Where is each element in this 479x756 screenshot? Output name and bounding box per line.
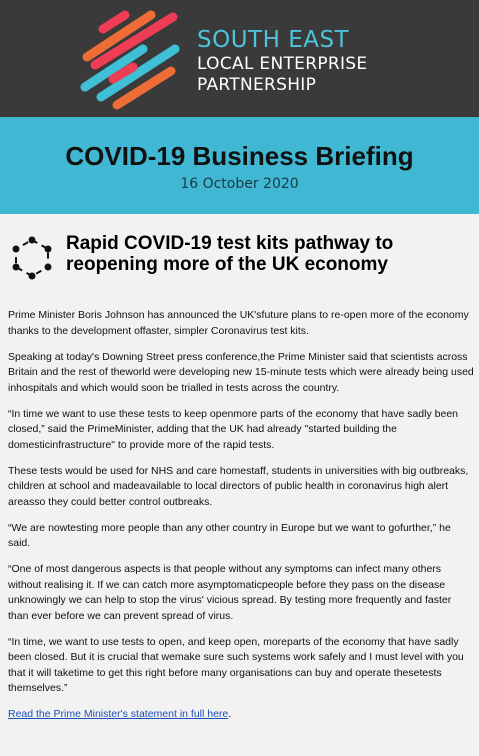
article-paragraph: “In time, we want to use tests to open, and keep open, moreparts of the economy that have sadly been closed. But it is crucial that wemake sure such systems work safely and I must level with you that it will taketime to get this right before many organisations can buy and operate thesetests themselves.” — [8, 635, 464, 694]
article-title: Rapid COVID-19 test kits pathway to reopening more of the UK economy — [66, 233, 394, 275]
article-paragraph: Prime Minister Boris Johnson has announced the UK'sfuture plans to re-open more of the economy thanks to the development offaster, simpler Coronavirus test kits. — [8, 309, 469, 337]
link-suffix: . — [228, 708, 232, 720]
hexagon-network-icon — [10, 236, 54, 280]
article-paragraph: These tests would be used for NHS and care homestaff, students in universities with big outbreaks, children at school and madeavailable to local directors of public health in coronavirus high alert areasso they could better control outbreaks. — [8, 464, 469, 508]
briefing-banner — [0, 117, 479, 214]
org-line-2: LOCAL ENTERPRISE — [197, 54, 368, 74]
org-line-1: SOUTH EAST — [197, 27, 350, 53]
statement-link-line — [8, 707, 474, 723]
briefing-title: COVID-19 Business Briefing — [65, 141, 414, 171]
article-paragraph: Speaking at today's Downing Street press conference,the Prime Minister said that scientists across Britain and the rest of theworld were developing new 15-minute tests which were already being used inhospitals and which would soon be trialled in tests across the country. — [8, 350, 474, 394]
article-paragraph: “One of most dangerous aspects is that people without any symptoms can infect many others without realising it. If we can catch more asymptomaticpeople before they pass on the disease unknowingly we can help to stop the virus' vicious spread. By testing more frequently and faster than ever before we can prevent spread of virus. — [8, 563, 452, 622]
organisation-name — [197, 26, 367, 96]
article-paragraph: “In time we want to use these tests to keep openmore parts of the economy that have sadly been closed,” said the PrimeMinister, adding that the UK had already "started building the domesticinfrastructure" to provide more of the rapid tests. — [8, 407, 459, 451]
article-body — [8, 308, 474, 733]
article-paragraph: “We are nowtesting more people than any other country in Europe but we want to gofurther,” he said. — [8, 521, 451, 549]
full-statement-link[interactable]: Read the Prime Minister's statement in full here — [8, 708, 229, 720]
header — [0, 0, 479, 117]
org-line-3: PARTNERSHIP — [197, 75, 317, 95]
briefing-date: 16 October 2020 — [180, 176, 299, 192]
logo-stripe — [103, 15, 125, 29]
selep-logo-icon — [73, 5, 183, 113]
